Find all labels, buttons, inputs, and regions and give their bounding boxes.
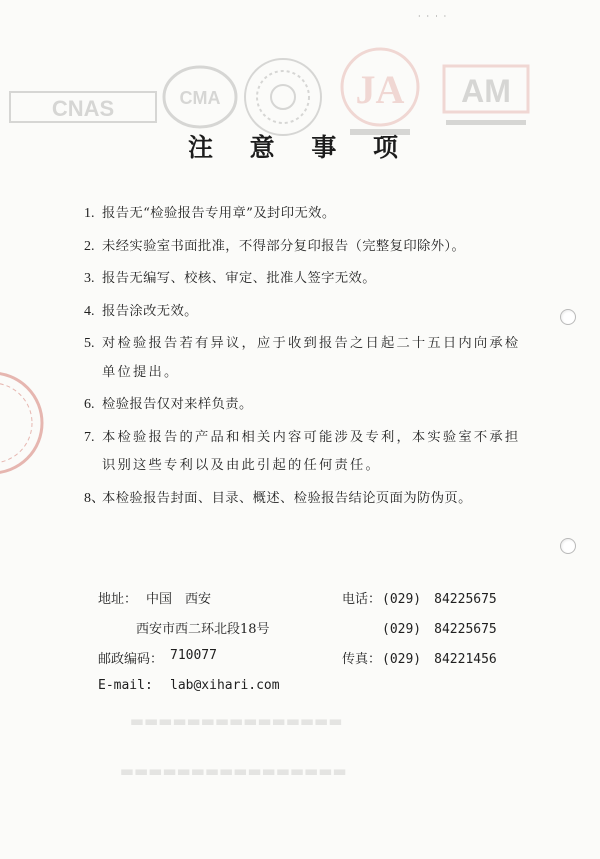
bleed-through-icon: ▬▬▬▬▬▬▬▬▬▬▬▬▬▬▬ <box>130 712 343 730</box>
contact-row-address <box>98 588 518 618</box>
postcode-value: 710077 <box>170 648 217 663</box>
binder-hole-icon <box>560 538 576 554</box>
svg-text:CNAS: CNAS <box>51 96 115 121</box>
fax-number: (029) 84221456 <box>382 652 497 667</box>
note-number: 8、 <box>84 490 105 506</box>
svg-text:JA: JA <box>355 67 405 112</box>
note-item <box>84 233 524 262</box>
note-item <box>84 265 524 294</box>
svg-text:CMA: CMA <box>179 88 221 108</box>
ja-logo-icon <box>335 45 425 140</box>
address-line2: 西安市西二环北段18号 <box>136 622 270 637</box>
cma-logo-icon <box>160 62 240 132</box>
email-value: lab@xihari.com <box>170 678 280 693</box>
email-label: E-mail: <box>98 678 153 693</box>
note-text: 本检验报告的产品和相关内容可能涉及专利，本实验室不承担识别这些专利以及由此引起的任何责任。 <box>102 429 521 473</box>
note-number: 5. <box>84 336 95 351</box>
contact-row-street <box>98 618 518 648</box>
note-item <box>84 298 524 327</box>
page-title: 注 意 事 项 <box>187 133 413 162</box>
bleed-through-icon: ▬▬▬▬▬▬▬▬▬▬▬▬▬▬▬▬ <box>120 762 347 780</box>
note-item <box>84 424 524 481</box>
note-text: 本检验报告封面、目录、概述、检验报告结论页面为防伪页。 <box>102 490 472 506</box>
phone-number-1: (029) 84225675 <box>382 592 497 607</box>
contact-block <box>98 588 518 708</box>
postcode-label: 邮政编码： <box>98 652 164 667</box>
address-label: 地址： <box>98 592 138 607</box>
note-text: 报告涂改无效。 <box>102 303 198 319</box>
am-logo-icon <box>440 62 532 132</box>
header-logo-icon <box>8 88 158 128</box>
note-number: 4. <box>84 303 95 319</box>
phone-label: 电话： <box>342 592 382 607</box>
binder-hole-icon <box>560 309 576 325</box>
note-number: 2. <box>84 238 95 254</box>
notes-list <box>84 200 524 517</box>
address-line1: 中国 西安 <box>146 592 212 607</box>
note-number: 7. <box>84 429 95 445</box>
note-item <box>84 200 524 229</box>
note-text: 检验报告仅对来样负责。 <box>102 397 253 412</box>
red-stamp-icon <box>0 368 52 478</box>
note-number: 6. <box>84 397 95 412</box>
note-number: 1. <box>84 206 95 221</box>
note-number: 3. <box>84 271 95 286</box>
note-item <box>84 485 524 514</box>
contact-row-postcode <box>98 648 518 678</box>
svg-text:AM: AM <box>461 73 511 109</box>
contact-row-email <box>98 678 518 708</box>
note-text: 报告无“检验报告专用章”及封印无效。 <box>102 206 336 221</box>
note-item <box>84 330 524 387</box>
note-text: 未经实验室书面批准，不得部分复印报告（完整复印除外）。 <box>102 238 466 254</box>
note-text: 对检验报告若有异议，应于收到报告之日起二十五日内向承检单位提出。 <box>102 336 521 380</box>
scan-dots: ···· <box>418 12 453 21</box>
note-item <box>84 391 524 420</box>
note-text: 报告无编写、校核、审定、批准人签字无效。 <box>102 271 376 286</box>
fax-label: 传真： <box>342 652 382 667</box>
phone-number-2: (029) 84225675 <box>382 622 497 637</box>
